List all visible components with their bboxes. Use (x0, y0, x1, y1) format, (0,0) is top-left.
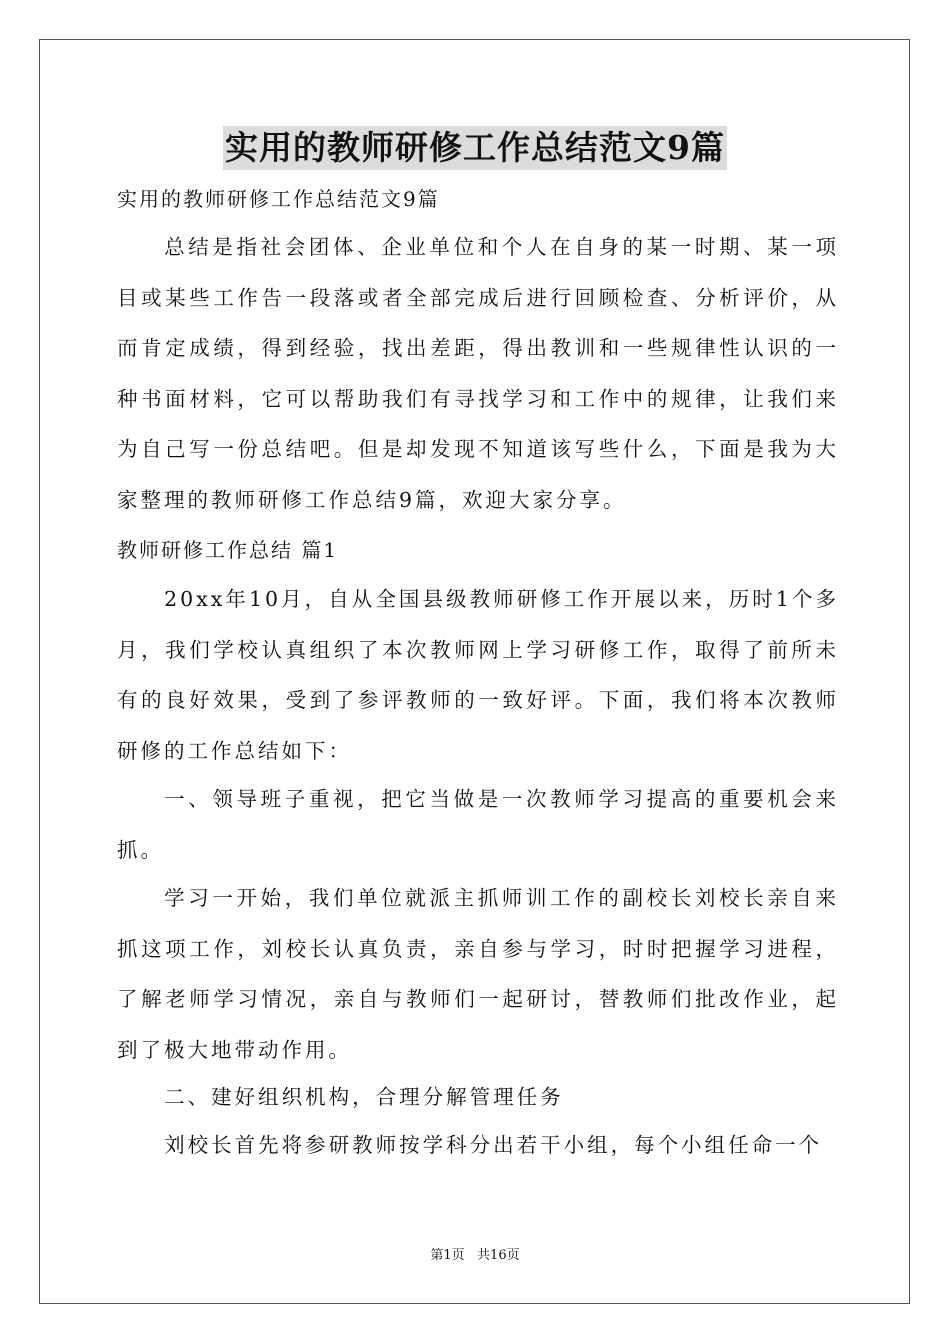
intro-paragraph: 总结是指社会团体、企业单位和个人在自身的某一时期、某一项目或某些工作告一段落或者全部完成后进行回顾检查、分析评价，从而肯定成绩，得到经验，找出差距，得出教训和一些规律性认识的一种书面材料，它可以帮助我们有寻找学习和工作中的规律，让我们来为自己写一份总结吧。但是却发现不知道该写些什么，下面是我为大家整理的教师研修工作总结9篇，欢迎大家分享。 (117, 235, 839, 512)
body-paragraph-3: 学习一开始，我们单位就派主抓师训工作的副校长刘校长亲自来抓这项工作，刘校长认真负责，亲自参与学习，时时把握学习进程，了解老师学习情况，亲自与教师们一起研讨，替教师们批改作业，起到了极大地带动作用。 (117, 886, 839, 1062)
section-heading: 教师研修工作总结 篇1 (117, 538, 339, 562)
document-title: 实用的教师研修工作总结范文9篇 (223, 126, 727, 170)
document-subtitle: 实用的教师研修工作总结范文9篇 (117, 187, 440, 211)
page-footer: 第1页 共16页 (430, 1248, 520, 1263)
body-paragraph-2: 一、领导班子重视，把它当做是一次教师学习提高的重要机会来抓。 (117, 787, 839, 862)
body-paragraph-1: 20xx年10月，自从全国县级教师研修工作开展以来，历时1个多月，我们学校认真组织了本次教师网上学习研修工作，取得了前所未有的良好效果，受到了参评教师的一致好评。下面，我们将本次教师研修的工作总结如下： (117, 587, 839, 763)
body-paragraph-4: 二、建好组织机构，合理分解管理任务 (164, 1085, 564, 1109)
document-title-container (0, 126, 950, 170)
body-paragraph-5: 刘校长首先将参研教师按学科分出若干小组，每个小组任命一个 (164, 1133, 823, 1157)
